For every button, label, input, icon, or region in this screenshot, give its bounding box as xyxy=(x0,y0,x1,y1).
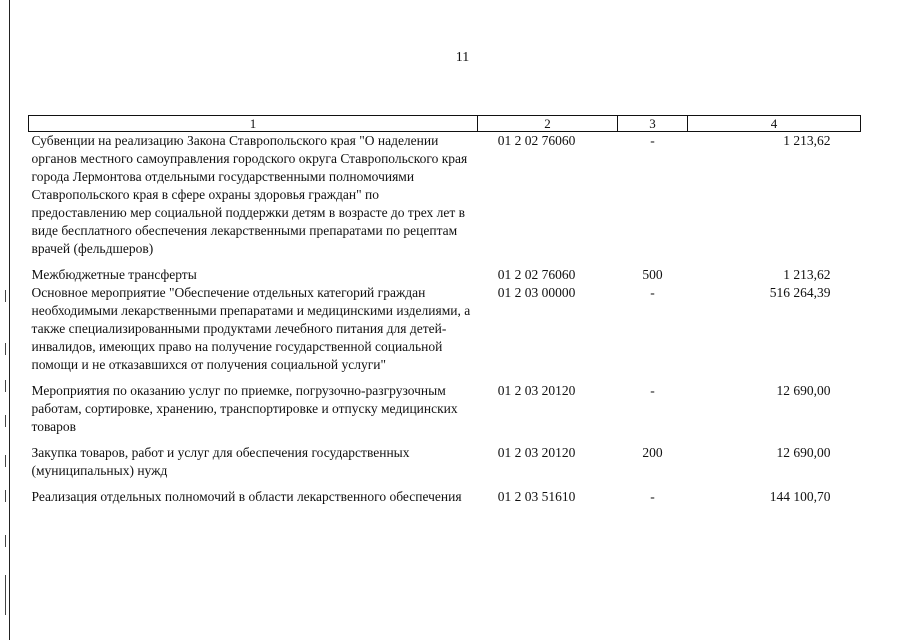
scan-tick-mark xyxy=(5,415,6,427)
row-code: 01 2 03 20120 xyxy=(497,383,576,398)
row-amount: 516 264,39 xyxy=(769,285,831,300)
row-type: 200 xyxy=(642,445,663,460)
row-amount: 12 690,00 xyxy=(776,383,831,398)
row-type: - xyxy=(650,489,655,504)
row-amount: 1 213,62 xyxy=(783,133,831,148)
scan-tick-mark xyxy=(5,535,6,547)
row-type: - xyxy=(650,383,655,398)
table-row xyxy=(29,488,861,506)
table-row xyxy=(29,284,861,382)
scan-tick-mark xyxy=(5,575,6,615)
row-type: - xyxy=(650,285,655,300)
row-code: 01 2 02 76060 xyxy=(497,133,576,148)
row-name: Реализация отдельных полномочий в области лекарственного обеспечения xyxy=(31,489,462,504)
row-name: Мероприятия по оказанию услуг по приемке, погрузочно-разгрузочным работам, сортировке, хранению, транспортировке и отпуску медицинских товаров xyxy=(31,383,458,434)
header-cell-code: 2 xyxy=(478,116,618,132)
row-code: 01 2 03 00000 xyxy=(497,285,576,300)
header-cell-name: 1 xyxy=(29,116,478,132)
row-code: 01 2 03 51610 xyxy=(497,489,576,504)
scan-tick-mark xyxy=(5,455,6,467)
row-name: Закупка товаров, работ и услуг для обеспечения государственных (муниципальных) нужд xyxy=(31,445,410,478)
row-name: Межбюджетные трансферты xyxy=(31,267,197,282)
header-cell-type: 3 xyxy=(618,116,688,132)
scan-tick-mark xyxy=(5,290,6,302)
table-row xyxy=(29,382,861,444)
row-name: Субвенции на реализацию Закона Ставропольского края "О наделении органов местного самоуправления городского округа Ставропольского края города Лермонтова отдельными государственными полномочиями Ставропольского края в сфере охраны здоровья граждан" по предоставлению мер социальной поддержки детям в возрасте до трех лет в виде бесплатного обеспечения лекарственными препаратами по рецептам врачей (фельдшеров) xyxy=(31,133,468,256)
row-amount: 12 690,00 xyxy=(776,445,831,460)
row-amount: 1 213,62 xyxy=(783,267,831,282)
table-row xyxy=(29,444,861,488)
scan-tick-mark xyxy=(5,490,6,502)
scan-tick-mark xyxy=(5,380,6,392)
row-name: Основное мероприятие "Обеспечение отдельных категорий граждан необходимыми лекарственными препаратами и медицинскими изделиями, а также специализированными продуктами лечебного питания для детей-инвалидов, имеющих право на получение государственной социальной помощи и не отказавшихся от получения социальной услуги" xyxy=(31,285,471,372)
scan-tick-mark xyxy=(5,343,6,355)
header-row xyxy=(29,116,861,132)
row-code: 01 2 03 20120 xyxy=(497,445,576,460)
page-number: 11 xyxy=(455,50,470,65)
table-row xyxy=(29,132,861,267)
budget-table xyxy=(28,115,861,506)
row-type: - xyxy=(650,133,655,148)
header-cell-amount: 4 xyxy=(688,116,861,132)
row-code: 01 2 02 76060 xyxy=(497,267,576,282)
row-type: 500 xyxy=(642,267,663,282)
row-amount: 144 100,70 xyxy=(769,489,831,504)
scan-edge-line xyxy=(9,0,10,640)
table-row xyxy=(29,266,861,284)
